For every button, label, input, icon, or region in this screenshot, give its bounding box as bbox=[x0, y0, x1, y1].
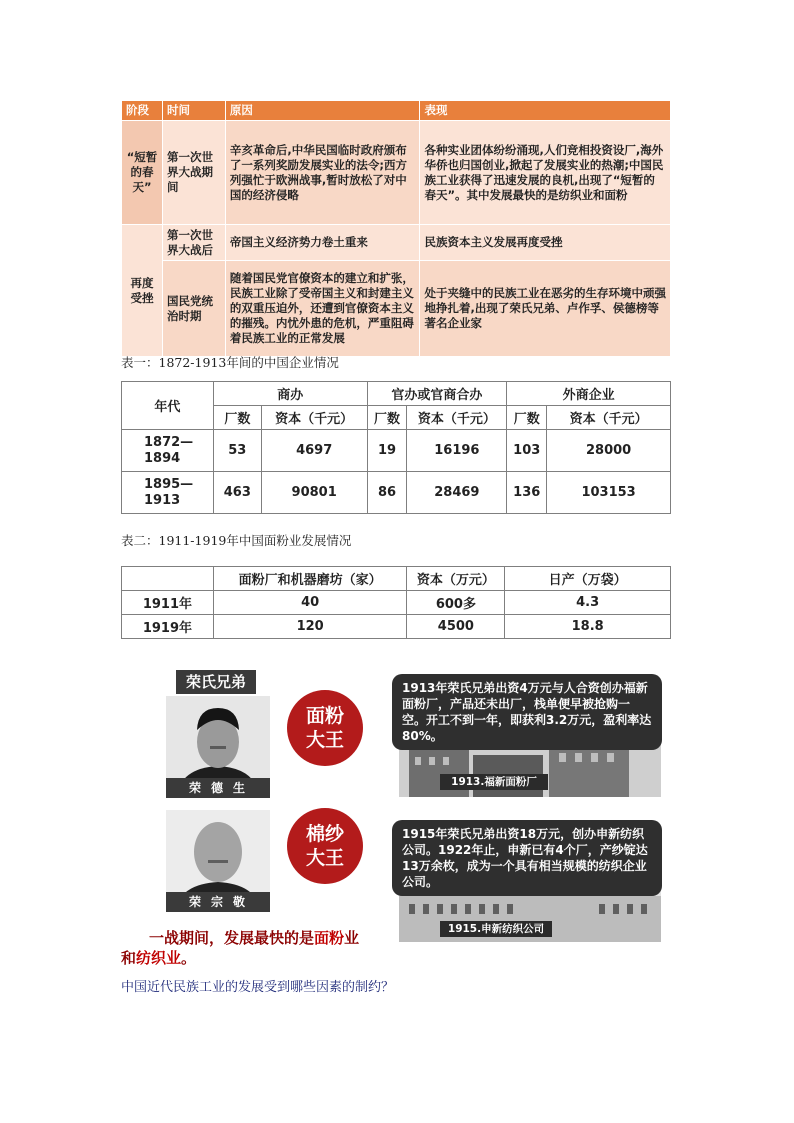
group-header: 外商企业 bbox=[507, 382, 671, 406]
table-cell: 19 bbox=[367, 430, 407, 472]
effect-cell: 民族资本主义发展再度受挫 bbox=[420, 225, 671, 261]
table-cell: 4500 bbox=[407, 615, 505, 639]
enterprise-table bbox=[121, 381, 671, 514]
sub-header: 资本（千元） bbox=[261, 406, 367, 430]
table-header: 日产（万袋） bbox=[505, 567, 671, 591]
summary-highlight: 面粉 bbox=[314, 929, 345, 947]
reason-cell: 辛亥革命后,中华民国临时政府颁布了一系列奖励发展实业的法令;西方列强忙于欧洲战事,暂时放松了对中国的经济侵略 bbox=[225, 121, 420, 225]
table-header: 面粉厂和机器磨坊（家） bbox=[213, 567, 407, 591]
stage-cell: “短暂的春天” bbox=[122, 121, 163, 225]
table-row bbox=[122, 615, 671, 639]
person-name-tag: 荣宗敬 bbox=[166, 892, 270, 912]
table-cell: 103153 bbox=[547, 472, 671, 514]
time-cell: 第一次世界大战后 bbox=[162, 225, 225, 261]
summary-prefix: 一战期间，发展最快的是 bbox=[149, 929, 315, 947]
reason-cell: 随着国民党官僚资本的建立和扩张，民族工业除了受帝国主义和封建主义的双重压迫外，还遭到官僚资本主义的摧残。内忧外患的危机，严重阻碍着民族工业的正常发展 bbox=[225, 261, 420, 357]
bubble-shenxin-textile: 1915年荣氏兄弟出资18万元，创办申新纺织公司。1922年止，申新已有4个厂，产纱锭达13万余枚，成为一个具有相当规模的纺织企业公司。 bbox=[392, 820, 662, 896]
question-text: 中国近代民族工业的发展受到哪些因素的制约？ bbox=[121, 980, 395, 995]
table-cell: 136 bbox=[507, 472, 547, 514]
table-cell: 40 bbox=[213, 591, 407, 615]
effect-cell: 处于夹缝中的民族工业在恶劣的生存环境中顽强地挣扎着,出现了荣氏兄弟、卢作孚、侯德榜等著名企业家 bbox=[420, 261, 671, 357]
table-row bbox=[122, 472, 671, 514]
table-header bbox=[122, 567, 214, 591]
sub-header: 厂数 bbox=[213, 406, 261, 430]
header-stage: 阶段 bbox=[122, 101, 163, 121]
group-header: 商办 bbox=[213, 382, 367, 406]
table-row bbox=[122, 121, 671, 225]
table-cell: 103 bbox=[507, 430, 547, 472]
summary-end: 。 bbox=[181, 949, 197, 967]
header-effect: 表现 bbox=[420, 101, 671, 121]
year-header: 年代 bbox=[122, 382, 214, 430]
cotton-king-seal bbox=[287, 808, 363, 884]
table-cell: 4697 bbox=[261, 430, 367, 472]
flour-table bbox=[121, 566, 671, 639]
bubble-fuxin-flour: 1913年荣氏兄弟出资4万元与人合资创办福新面粉厂，产品还未出厂，栈单便早被抢购一空。开工不到一年，即获利3.2万元，盈利率达80%。 bbox=[392, 674, 662, 750]
table-cell: 600多 bbox=[407, 591, 505, 615]
seal-text: 大王 bbox=[305, 847, 344, 869]
table2-caption: 表二：1911-1919年中国面粉业发展情况 bbox=[121, 533, 352, 548]
factory-caption: 1915.申新纺织公司 bbox=[440, 921, 552, 937]
table-row bbox=[122, 430, 671, 472]
table-cell: 463 bbox=[213, 472, 261, 514]
table-cell: 28469 bbox=[407, 472, 507, 514]
sub-header: 厂数 bbox=[367, 406, 407, 430]
factory-caption: 1913.福新面粉厂 bbox=[440, 774, 548, 790]
table-cell: 120 bbox=[213, 615, 407, 639]
table1-caption: 表一：1872-1913年间的中国企业情况 bbox=[121, 355, 339, 370]
effect-cell: 各种实业团体纷纷涌现,人们竞相投资设厂,海外华侨也归国创业,掀起了发展实业的热潮;中国民族工业获得了迅速发展的良机,出现了“短暂的春天”。其中发展最快的是纺织业和面粉 bbox=[420, 121, 671, 225]
table-cell: 53 bbox=[213, 430, 261, 472]
seal-text: 大王 bbox=[305, 729, 344, 751]
sub-header: 资本（千元） bbox=[547, 406, 671, 430]
year-cell: 1872—1894 bbox=[122, 430, 214, 472]
summary-mid: 业和 bbox=[121, 929, 360, 967]
summary-text bbox=[121, 928, 371, 968]
reason-cell: 帝国主义经济势力卷土重来 bbox=[225, 225, 420, 261]
table-cell: 16196 bbox=[407, 430, 507, 472]
table-cell: 86 bbox=[367, 472, 407, 514]
seal-text: 面粉 bbox=[305, 705, 344, 727]
table-cell: 1911年 bbox=[122, 591, 214, 615]
seal-text: 棉纱 bbox=[305, 823, 344, 845]
rong-brothers-banner: 荣氏兄弟 bbox=[176, 670, 256, 694]
time-cell: 第一次世界大战期间 bbox=[162, 121, 225, 225]
year-cell: 1895—1913 bbox=[122, 472, 214, 514]
table-cell: 18.8 bbox=[505, 615, 671, 639]
table-row bbox=[122, 261, 671, 357]
table-header-row bbox=[122, 382, 671, 406]
table-cell: 90801 bbox=[261, 472, 367, 514]
table-header-row bbox=[122, 567, 671, 591]
period-table-header bbox=[122, 101, 671, 121]
table-row bbox=[122, 591, 671, 615]
table-cell: 4.3 bbox=[505, 591, 671, 615]
sub-header: 厂数 bbox=[507, 406, 547, 430]
table-cell: 1919年 bbox=[122, 615, 214, 639]
sub-header: 资本（千元） bbox=[407, 406, 507, 430]
summary-highlight: 纺织业 bbox=[136, 949, 182, 967]
header-reason: 原因 bbox=[225, 101, 420, 121]
table-row bbox=[122, 225, 671, 261]
header-time: 时间 bbox=[162, 101, 225, 121]
time-cell: 国民党统治时期 bbox=[162, 261, 225, 357]
period-table bbox=[121, 100, 671, 357]
table-cell: 28000 bbox=[547, 430, 671, 472]
table-header: 资本（万元） bbox=[407, 567, 505, 591]
person-name-tag: 荣德生 bbox=[166, 778, 270, 798]
flour-king-seal bbox=[287, 690, 363, 766]
stage-cell: 再度受挫 bbox=[122, 225, 163, 357]
group-header: 官办或官商合办 bbox=[367, 382, 507, 406]
